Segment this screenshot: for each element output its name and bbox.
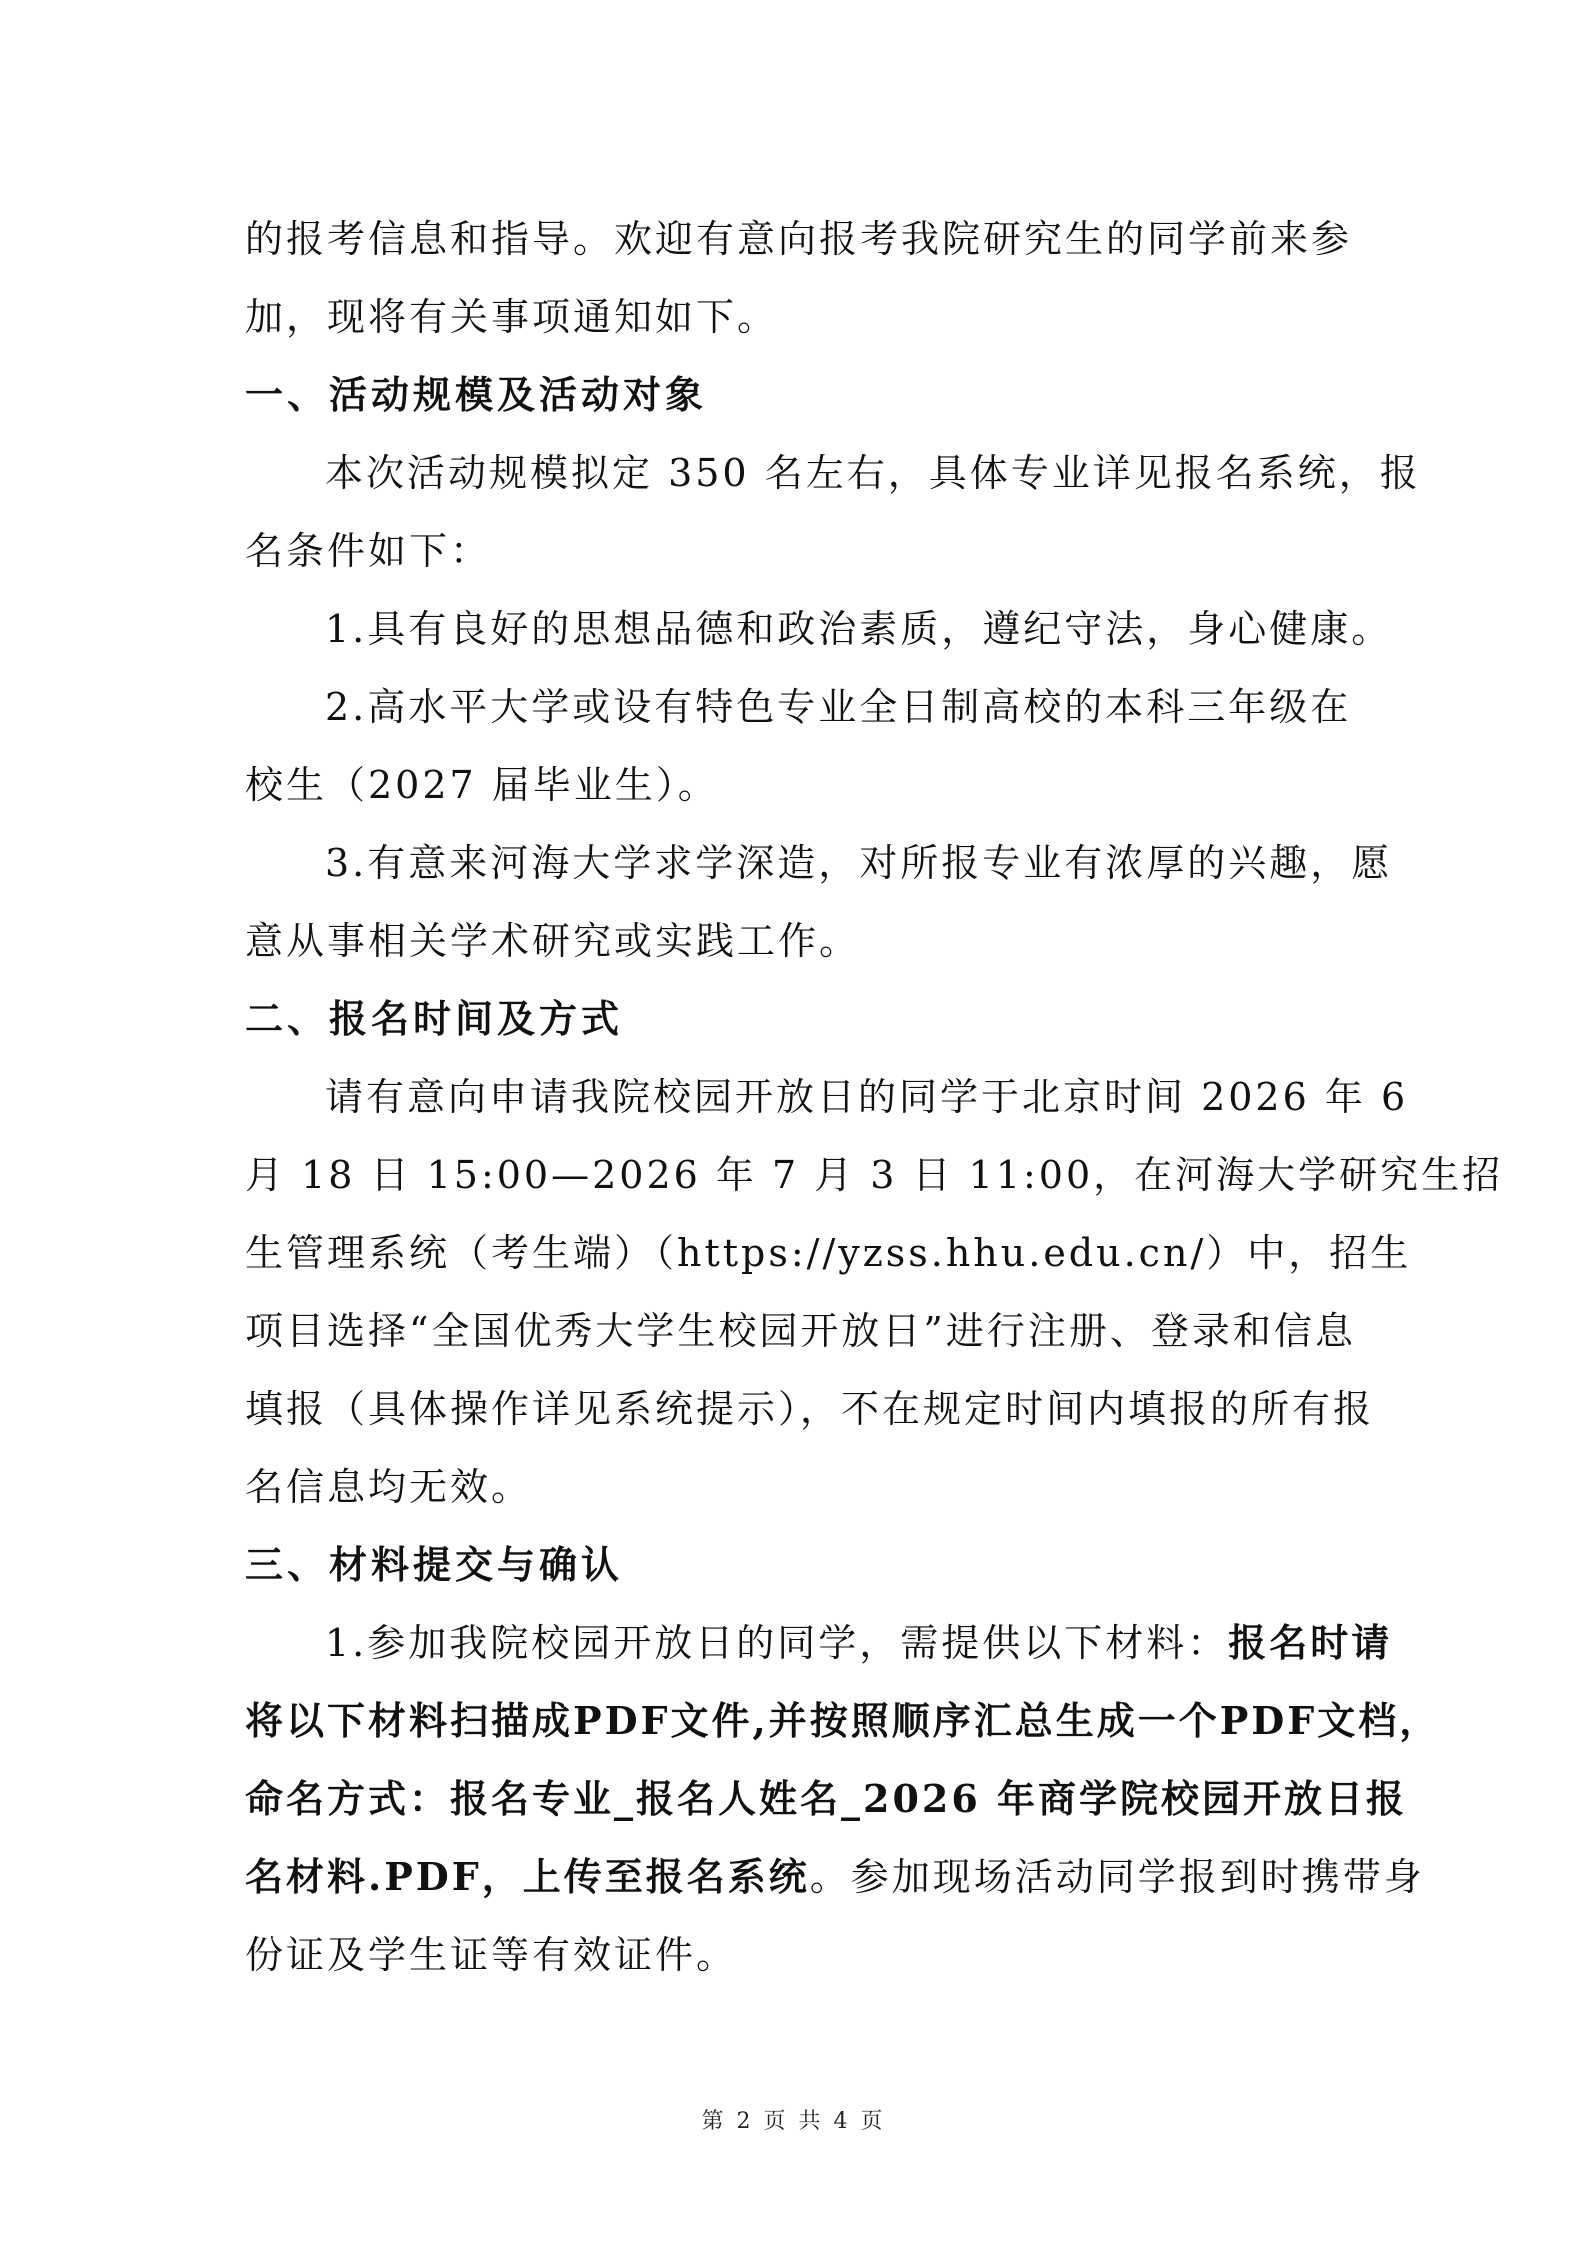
- section-heading-2: 二、报名时间及方式: [245, 997, 624, 1041]
- paragraph-line: 本次活动规模拟定 350 名左右，具体专业详见报名系统，报: [325, 451, 1421, 495]
- paragraph-line: 名材料.PDF，上传至报名系统。参加现场活动同学报到时携带身: [245, 1854, 1425, 1899]
- paragraph-line: 名条件如下：: [245, 529, 492, 573]
- paragraph-line: 校生（2027 届毕业生）。: [245, 763, 719, 807]
- section-heading-3: 三、材料提交与确认: [245, 1543, 624, 1587]
- paragraph-line: 月 18 日 15:00—2026 年 7 月 3 日 11:00，在河海大学研究生招: [245, 1153, 1504, 1197]
- paragraph-line: 份证及学生证等有效证件。: [245, 1933, 738, 1977]
- paragraph-line: 项目选择“全国优秀大学生校园开放日”进行注册、登录和信息: [245, 1309, 1356, 1353]
- document-body: [245, 200, 1504, 1994]
- page-number: 第 2 页 共 4 页: [701, 2109, 886, 2134]
- bold-paragraph-line: 将以下材料扫描成PDF文件,并按照顺序汇总生成一个PDF文档，: [245, 1698, 1441, 1743]
- paragraph-line: 意从事相关学术研究或实践工作。: [245, 919, 861, 963]
- bold-paragraph-line: 命名方式：报名专业_报名人姓名_2026 年商学院校园开放日报: [245, 1776, 1407, 1821]
- paragraph-line: 1.参加我院校园开放日的同学，需提供以下材料：报名时请: [325, 1620, 1393, 1665]
- paragraph-line: 加，现将有关事项通知如下。: [245, 295, 779, 339]
- condition-item-2: 2.高水平大学或设有特色专业全日制高校的本科三年级在: [325, 685, 1352, 729]
- paragraph-line: 名信息均无效。: [245, 1465, 533, 1509]
- paragraph-line: 请有意向申请我院校园开放日的同学于北京时间 2026 年 6: [325, 1075, 1409, 1119]
- bold-text: 报名时请: [1228, 1620, 1393, 1665]
- paragraph-line: 填报（具体操作详见系统提示），不在规定时间内填报的所有报: [245, 1387, 1375, 1431]
- bold-text: 名材料.PDF，上传至报名系统: [245, 1854, 810, 1899]
- paragraph-line: 的报考信息和指导。欢迎有意向报考我院研究生的同学前来参: [245, 217, 1353, 261]
- paragraph-line-with-url: 生管理系统（考生端）（https://yzss.hhu.edu.cn/）中，招生: [245, 1231, 1412, 1275]
- condition-item-1: 1.具有良好的思想品德和政治素质，遵纪守法，身心健康。: [325, 607, 1393, 651]
- section-heading-1: 一、活动规模及活动对象: [245, 373, 708, 417]
- condition-item-3: 3.有意来河海大学求学深造，对所报专业有浓厚的兴趣，愿: [325, 841, 1393, 885]
